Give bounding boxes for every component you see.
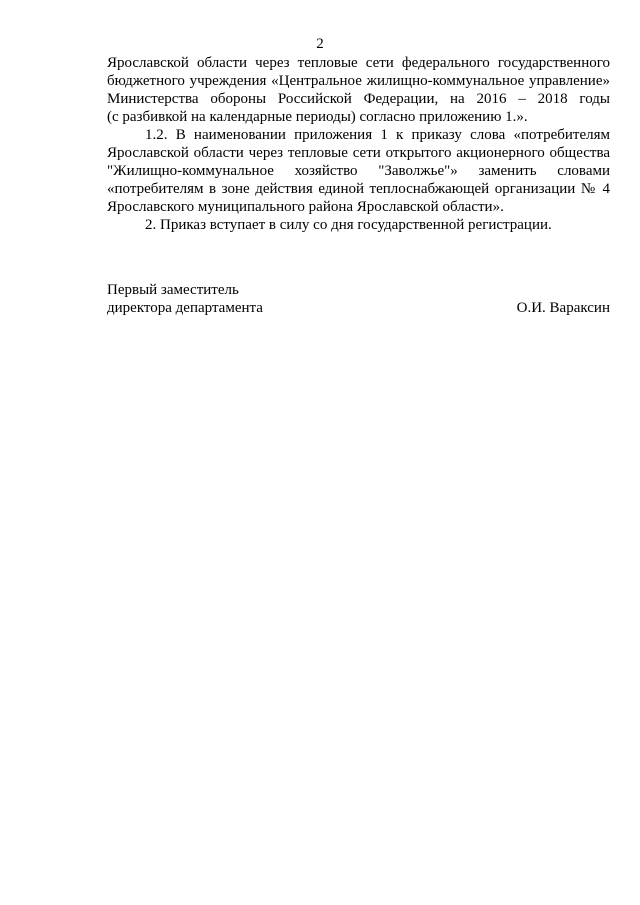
paragraph-line: (с разбивкой на календарные периоды) согласно приложению 1.». <box>107 109 528 125</box>
paragraph-line: Ярославского муниципального района Ярославской области». <box>107 199 504 215</box>
paragraph-line: 1.2. В наименовании приложения 1 к приказу слова «потребителям <box>145 127 610 143</box>
signature-title-row-1 <box>107 281 610 299</box>
page-number: 2 <box>316 36 324 52</box>
paragraph-line: бюджетного учреждения «Центральное жилищно-коммунальное управление» <box>107 73 610 89</box>
signatory-title-line-2: директора департамента <box>107 300 263 316</box>
signatory-name: О.И. Вараксин <box>516 300 610 316</box>
paragraph-line: Ярославской области через тепловые сети федерального государственного <box>107 55 610 71</box>
paragraph-line: "Жилищно-коммунальное хозяйство "Заволжье"» заменить словами <box>107 163 610 179</box>
paragraph-line: «потребителям в зоне действия единой теплоснабжающей организации № 4 <box>107 181 610 197</box>
paragraph-line: Ярославской области через тепловые сети открытого акционерного общества <box>107 145 610 161</box>
signatory-title-line-1: Первый заместитель <box>107 282 239 298</box>
paragraph-line: 2. Приказ вступает в силу со дня государственной регистрации. <box>145 217 552 233</box>
paragraph-line: Министерства обороны Российской Федерации, на 2016 – 2018 годы <box>107 91 610 107</box>
document-body <box>107 54 610 234</box>
signature-block <box>107 281 610 317</box>
signature-title-row-2 <box>107 299 610 317</box>
